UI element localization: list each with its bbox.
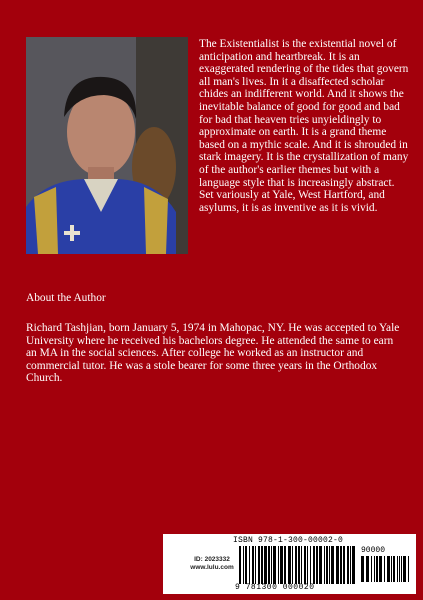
isbn-barcode-bars <box>239 546 355 584</box>
lulu-url: www.lulu.com <box>190 564 234 571</box>
author-bio: Richard Tashjian, born January 5, 1974 in Mahopac, NY. He was accepted to Yale University where he received his bachelors degree. He attended the same to earn an MA in the social sciences. After college he worked as an instructor and commercial tutor. He was a stole bearer for some three years in the Orthodox Church. <box>26 322 400 385</box>
barcode-addon-number: 90000 <box>361 546 386 555</box>
lulu-id: ID: 2023332 <box>194 556 230 563</box>
book-description: The Existentialist is the existential novel of anticipation and heartbreak. It is an exaggerated rendering of the tides that govern all man's lives. In it a disaffected scholar chides an indifferent world. And it shows the inevitable balance of good for good and bad for bad that heaven tries unyieldingly to approximate on earth. It is a grand theme based on a mythic scale. And it is shrouded in stark imagery. It is the crystallization of many of the author's earlier themes but with a language style that is increasingly abstract. Set variously at Yale, West Hartford, and asylums, it is as inventive as it is vivid. <box>199 38 409 214</box>
barcode-digits: 9 781300 000020 <box>235 583 315 592</box>
isbn-text: ISBN 978-1-300-00002-0 <box>233 536 344 545</box>
lulu-label <box>177 556 247 572</box>
barcode-panel <box>163 534 416 594</box>
about-author-heading: About the Author <box>26 292 106 304</box>
author-portrait-image <box>26 37 188 254</box>
author-photo <box>26 37 188 254</box>
addon-barcode-bars <box>361 556 409 588</box>
